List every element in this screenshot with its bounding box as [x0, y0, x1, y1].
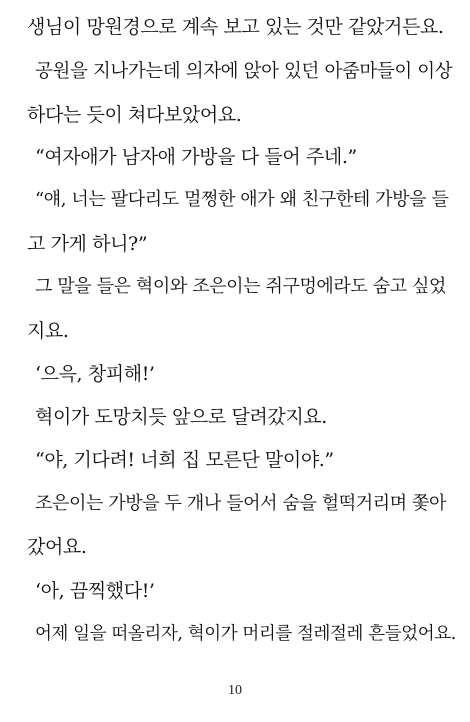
text-line: 혁이가 도망치듯 앞으로 달려갔지요.: [35, 406, 327, 428]
text-line: 어제 일을 떠올리자, 혁이가 머리를 절레절레 흔들었어요.: [35, 624, 456, 644]
text-line: “여자애가 남자애 가방을 다 들어 주네.”: [35, 146, 357, 168]
text-line: 생님이 망원경으로 계속 보고 있는 것만 같았거든요.: [27, 16, 444, 38]
text-line: 그 말을 들은 혁이와 조은이는 쥐구멍에라도 숨고 싶었: [35, 276, 446, 297]
text-line: 공원을 지나가는데 의자에 앉아 있던 아줌마들이 이상: [35, 61, 453, 82]
text-line: 고 가게 하니?”: [27, 233, 148, 255]
page-number: 10: [228, 683, 242, 698]
text-line: 조은이는 가방을 두 개나 들어서 숨을 헐떡거리며 쫓아: [35, 493, 446, 514]
text-line: 하다는 듯이 쳐다보았어요.: [27, 104, 242, 126]
text-line: “야, 기다려! 너희 집 모른단 말이야.”: [35, 449, 334, 471]
text-line: “얘, 너는 팔다리도 멀쩡한 애가 왜 친구한테 가방을 들: [35, 189, 449, 210]
text-line: ‘으윽, 창피해!’: [35, 363, 155, 385]
text-line: 갔어요.: [27, 536, 87, 558]
text-line: 지요.: [27, 320, 69, 342]
text-line: ‘아, 끔찍했다!’: [35, 580, 155, 602]
